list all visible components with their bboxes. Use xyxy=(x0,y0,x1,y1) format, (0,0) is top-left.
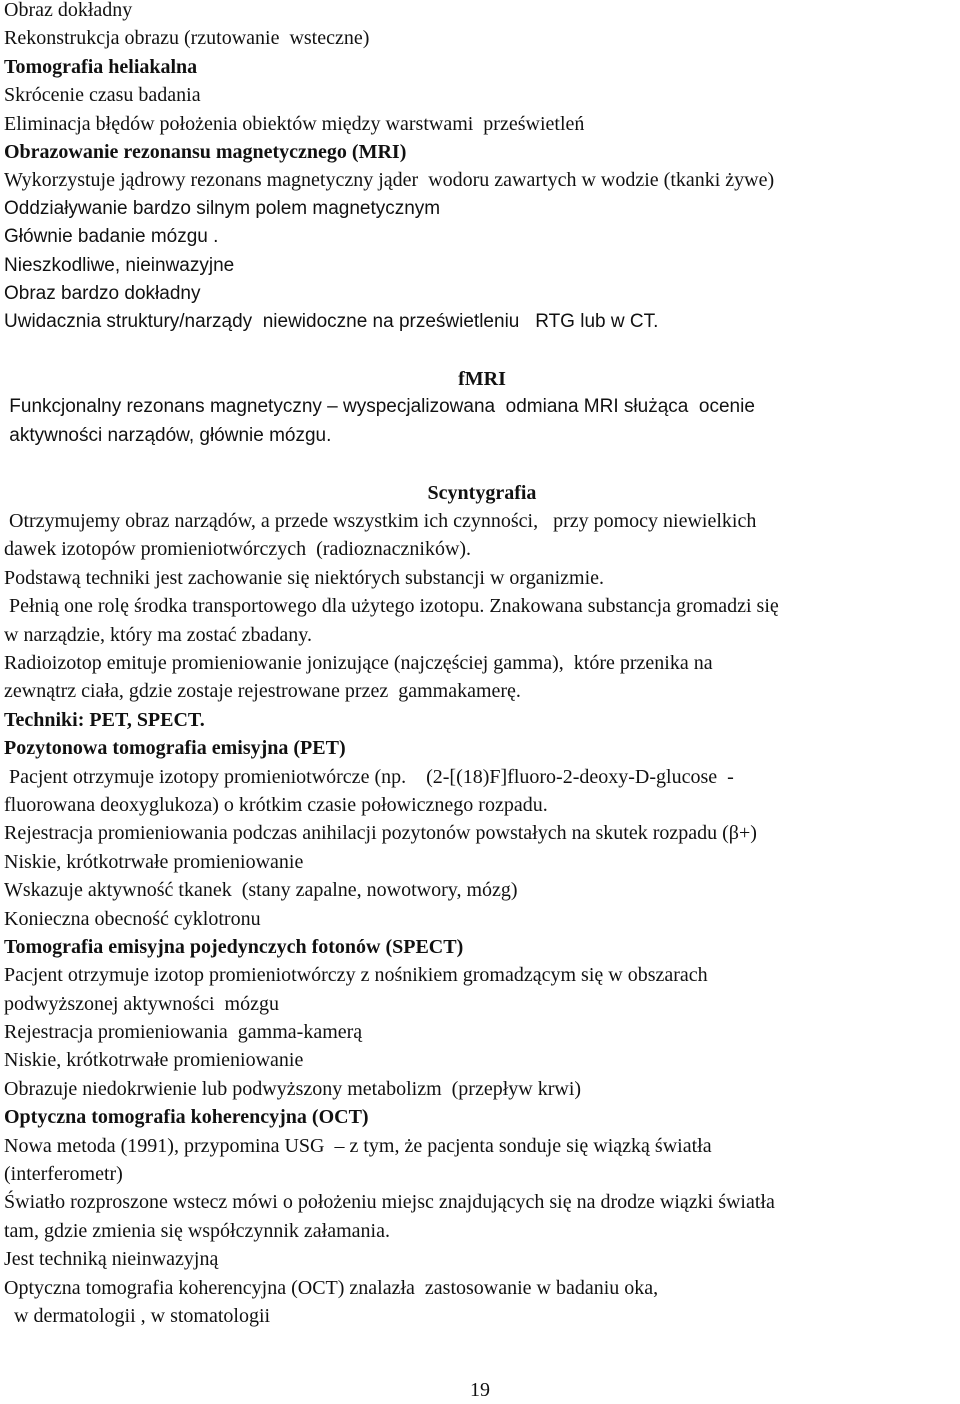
section-heading: Scyntygrafia xyxy=(427,481,537,504)
spacer xyxy=(4,337,960,365)
text-line: Światło rozproszone wstecz mówi o położeniu miejsc znajdujących się na drodze wiązki światła xyxy=(4,1191,775,1214)
text-line: fluorowana deoxyglukoza) o krótkim czasie połowicznego rozpadu. xyxy=(4,793,548,816)
text-line: Wykorzystuje jądrowy rezonans magnetyczny jąder wodoru zawartych w wodzie (tkanki żywe) xyxy=(4,169,775,192)
text-line: Pełnią one rolę środka transportowego dla użytego izotopu. Znakowana substancja gromadzi się xyxy=(4,595,779,618)
section-heading: Pozytonowa tomografia emisyjna (PET) xyxy=(4,737,346,760)
text-line: Niskie, krótkotrwałe promieniowanie xyxy=(4,1049,304,1072)
text-line: Głównie badanie mózgu . xyxy=(4,226,219,248)
text-line: Pacjent otrzymuje izotopy promieniotwórcze (np. (2-[(18)F]fluoro-2-deoxy-D-glucose - xyxy=(4,765,734,788)
text-line: Funkcjonalny rezonans magnetyczny – wyspecjalizowana odmiana MRI służąca ocenie xyxy=(4,396,755,418)
text-line: Obraz bardzo dokładny xyxy=(4,282,201,304)
section-heading: Tomografia heliakalna xyxy=(4,55,198,78)
text-line: Jest techniką nieinwazyjną xyxy=(4,1248,219,1271)
text-line: Obraz dokładny xyxy=(4,0,133,21)
text-line: Otrzymujemy obraz narządów, a przede wszystkim ich czynności, przy pomocy niewielkich xyxy=(4,510,757,533)
text-line: tam, gdzie zmienia się współczynnik załamania. xyxy=(4,1219,390,1242)
text-line: w dermatologii , w stomatologii xyxy=(4,1304,271,1327)
text-line: (interferometr) xyxy=(4,1163,123,1186)
text-line: Rekonstrukcja obrazu (rzutowanie wsteczne) xyxy=(4,27,370,50)
section-heading: Obrazowanie rezonansu magnetycznego (MRI) xyxy=(4,140,407,163)
text-line: dawek izotopów promieniotwórczych (radioznaczników). xyxy=(4,538,472,561)
text-line: Rejestracja promieniowania gamma-kamerą xyxy=(4,1021,363,1044)
text-line: Pacjent otrzymuje izotop promieniotwórczy z nośnikiem gromadzącym się w obszarach xyxy=(4,964,708,987)
document-body xyxy=(4,0,960,1330)
text-line: Podstawą techniki jest zachowanie się niektórych substancji w organizmie. xyxy=(4,566,605,589)
text-line: Niskie, krótkotrwałe promieniowanie xyxy=(4,850,304,873)
text-line: Radioizotop emituje promieniowanie jonizujące (najczęściej gamma), które przenika na xyxy=(4,651,713,674)
text-line: Wskazuje aktywność tkanek (stany zapalne, nowotwory, mózg) xyxy=(4,879,518,902)
text-line: Nowa metoda (1991), przypomina USG – z tym, że pacjenta sonduje się wiązką światła xyxy=(4,1134,712,1157)
text-line: Optyczna tomografia koherencyjna (OCT) znalazła zastosowanie w badaniu oka, xyxy=(4,1276,659,1299)
text-line: Konieczna obecność cyklotronu xyxy=(4,907,261,930)
section-heading: Tomografia emisyjna pojedynczych fotonów (SPECT) xyxy=(4,935,464,958)
text-line: Nieszkodliwe, nieinwazyjne xyxy=(4,254,235,276)
page-number: 19 xyxy=(470,1379,490,1401)
text-line: zewnątrz ciała, gdzie zostaje rejestrowane przez gammakamerę. xyxy=(4,680,521,703)
text-line: w narządzie, który ma zostać zbadany. xyxy=(4,623,312,646)
text-line: Obrazuje niedokrwienie lub podwyższony metabolizm (przepływ krwi) xyxy=(4,1077,582,1100)
text-line: Skrócenie czasu badania xyxy=(4,84,201,107)
section-heading: Techniki: PET, SPECT. xyxy=(4,708,205,731)
section-heading: Optyczna tomografia koherencyjna (OCT) xyxy=(4,1106,369,1129)
text-line: aktywności narządów, głównie mózgu. xyxy=(4,424,332,446)
text-line: podwyższonej aktywności mózgu xyxy=(4,992,279,1015)
text-line: Uwidacznia struktury/narządy niewidoczne na prześwietleniu RTG lub w CT. xyxy=(4,311,659,333)
text-line: Eliminacja błędów położenia obiektów między warstwami prześwietleń xyxy=(4,112,585,135)
text-line: Rejestracja promieniowania podczas anihilacji pozytonów powstałych na skutek rozpadu (β+) xyxy=(4,822,757,845)
section-heading: fMRI xyxy=(458,368,506,391)
text-line: Oddziaływanie bardzo silnym polem magnetycznym xyxy=(4,197,441,219)
spacer xyxy=(4,450,960,478)
